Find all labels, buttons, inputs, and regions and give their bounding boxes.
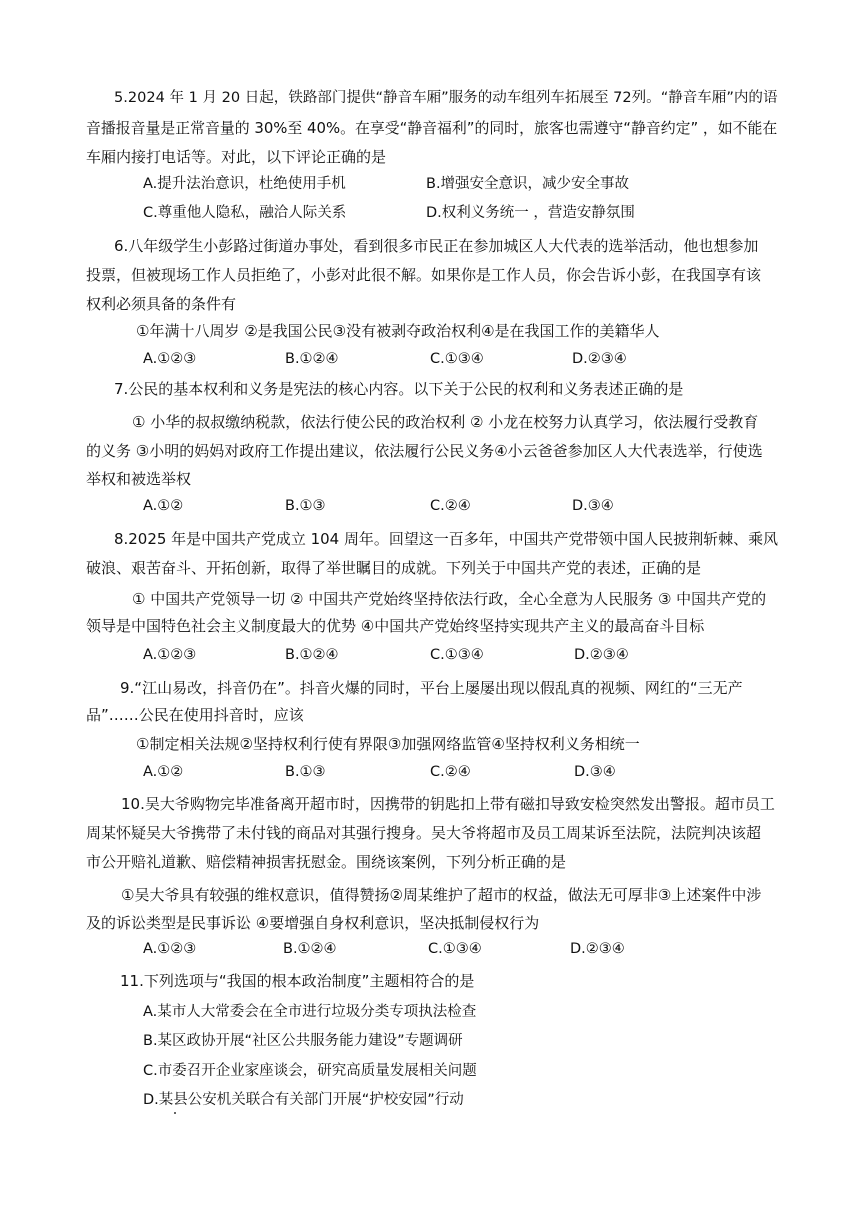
q5-option-c: C.尊重他人隐私，融洽人际关系: [143, 205, 347, 221]
stray-mark: [174, 1112, 176, 1114]
q7-stem: 7.公民的基本权利和义务是宪法的核心内容。以下关于公民的权利和义务表述正确的是: [114, 380, 684, 398]
q7-option-a: A.①②: [143, 498, 184, 514]
q6-option-c: C.①③④: [430, 351, 484, 367]
q7-option-d: D.③④: [572, 498, 614, 514]
q8-option-d: D.②③④: [574, 647, 629, 663]
q10-option-d: D.②③④: [570, 941, 625, 957]
q5-stem-line-1: 5.2024 年 1 月 20 日起，铁路部门提供“静音车厢”服务的动车组列车拓展至 72列。“静音车厢”内的语: [114, 90, 778, 106]
q6-option-d: D.②③④: [572, 351, 627, 367]
q6-stem-line-1: 6.八年级学生小彭路过街道办事处，看到很多市民正在参加城区人大代表的选举活动，他也想参加: [114, 237, 759, 255]
q5-stem-line-2: 音播报音量是正常音量的 30%至 40%。在享受“静音福利”的同时，旅客也需遵守“静音约定” ，如不能在: [86, 119, 778, 137]
q9-option-d: D.③④: [574, 764, 616, 780]
q6-items: ①年满十八周岁 ②是我国公民③没有被剥夺政治权利④是在我国工作的美籍华人: [136, 322, 660, 340]
q11-stem: 11.下列选项与“我国的根本政治制度”主题相符合的是: [120, 972, 475, 990]
q6-stem-line-2: 投票，但被现场工作人员拒绝了，小彭对此很不解。如果你是工作人员，你会告诉小彭，在我国享有该: [86, 266, 762, 284]
q10-stem-line-1: 10.吴大爷购物完毕准备离开超市时，因携带的钥匙扣上带有磁扣导致安检突然发出警报。超市员工: [121, 795, 775, 813]
q9-stem-line-1: 9.“江山易改，抖音仍在”。抖音火爆的同时，平台上屡屡出现以假乱真的视频、网红的“三无产: [120, 679, 743, 697]
q9-option-a: A.①②: [143, 764, 184, 780]
q10-option-c: C.①③④: [428, 941, 482, 957]
q6-stem-line-3: 权利必须具备的条件有: [86, 295, 237, 313]
q7-option-c: C.②④: [430, 498, 471, 514]
q10-option-b: B.①②④: [283, 941, 337, 957]
q9-option-b: B.①③: [285, 764, 326, 780]
q6-option-b: B.①②④: [285, 351, 339, 367]
q9-stem-line-2: 品”……公民在使用抖音时，应该: [86, 706, 304, 724]
q11-option-c: C.市委召开企业家座谈会，研究高质量发展相关问题: [143, 1063, 477, 1079]
q7-items-line-3: 举权和被选举权: [86, 470, 192, 488]
q8-option-a: A.①②③: [143, 647, 197, 663]
q6-option-a: A.①②③: [143, 351, 197, 367]
q10-option-a: A.①②③: [143, 941, 197, 957]
q8-option-b: B.①②④: [285, 647, 339, 663]
q8-items-line-1: ① 中国共产党领导一切 ② 中国共产党始终坚持依法行政，全心全意为人民服务 ③ 中国共产党的: [132, 590, 767, 608]
q9-option-c: C.②④: [430, 764, 471, 780]
q5-option-a: A.提升法治意识，杜绝使用手机: [143, 176, 346, 192]
q7-option-b: B.①③: [285, 498, 326, 514]
q5-stem-line-3: 车厢内接打电话等。对此，以下评论正确的是: [86, 148, 387, 166]
q5-option-b: B.增强安全意识，减少安全事故: [426, 176, 630, 192]
q7-items-line-2: 的义务 ③小明的妈妈对政府工作提出建议，依法履行公民义务④小云爸爸参加区人大代表选举，行使选: [86, 442, 763, 460]
q7-items-line-1: ① 小华的叔叔缴纳税款，依法行使公民的政治权利 ② 小龙在校努力认真学习，依法履行受教育: [132, 413, 759, 431]
q5-option-d: D.权利义务统一 ，营造安静氛围: [426, 205, 635, 221]
q8-items-line-2: 领导是中国特色社会主义制度最大的优势 ④中国共产党始终坚持实现共产主义的最高奋斗目标: [86, 617, 705, 635]
q11-option-d: D.某县公安机关联合有关部门开展“护校安园”行动: [143, 1092, 464, 1108]
q10-items-line-2: 及的诉讼类型是民事诉讼 ④要增强自身权利意识，坚决抵制侵权行为: [86, 914, 540, 932]
q10-stem-line-2: 周某怀疑吴大爷携带了未付钱的商品对其强行搜身。吴大爷将超市及员工周某诉至法院，法院判决该超: [86, 824, 762, 842]
q11-option-b: B.某区政协开展“社区公共服务能力建设”专题调研: [143, 1033, 463, 1049]
q11-option-a: A.某市人大常委会在全市进行垃圾分类专项执法检查: [143, 1004, 477, 1020]
q10-items-line-1: ①吴大爷具有较强的维权意识，值得赞扬②周某维护了超市的权益，做法无可厚非③上述案件中涉: [121, 886, 762, 904]
q9-items: ①制定相关法规②坚持权利行使有界限③加强网络监管④坚持权利义务相统一: [136, 735, 640, 753]
q8-stem-line-1: 8.2025 年是中国共产党成立 104 周年。回望这一百多年，中国共产党带领中国人民披荆斩棘、乘风: [114, 530, 779, 548]
q10-stem-line-3: 市公开赔礼道歉、赔偿精神损害抚慰金。围绕该案例，下列分析正确的是: [86, 853, 567, 871]
q8-stem-line-2: 破浪、艰苦奋斗、开拓创新，取得了举世瞩目的成就。下列关于中国共产党的表述，正确的是: [86, 559, 702, 577]
q8-option-c: C.①③④: [430, 647, 484, 663]
